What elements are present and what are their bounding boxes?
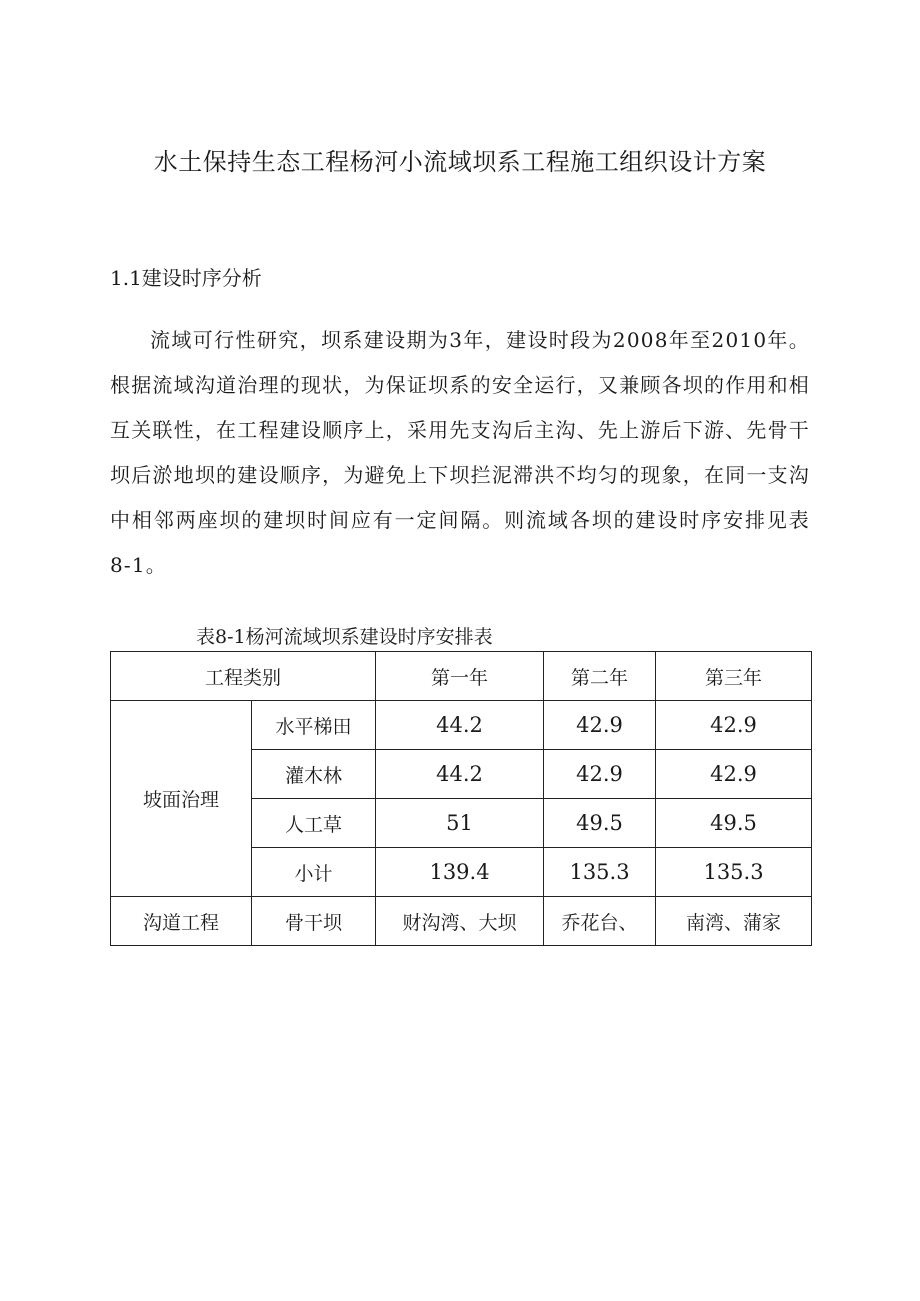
header-year-1: 第一年 <box>376 652 544 701</box>
cell-year-3: 42.9 <box>656 750 812 799</box>
cell-year-2: 42.9 <box>544 750 656 799</box>
header-year-3: 第三年 <box>656 652 812 701</box>
page-title: 水土保持生态工程杨河小流域坝系工程施工组织设计方案 <box>153 148 767 176</box>
cell-year-2: 49.5 <box>544 799 656 848</box>
cell-year-2: 乔花台、 <box>544 897 656 946</box>
cell-year-2: 135.3 <box>544 848 656 897</box>
group-slope-treatment: 坡面治理 <box>111 701 252 897</box>
section-heading: 1.1建设时序分析 <box>110 266 262 290</box>
cell-year-1: 财沟湾、大坝 <box>376 897 544 946</box>
cell-year-3: 49.5 <box>656 799 812 848</box>
header-year-2: 第二年 <box>544 652 656 701</box>
header-category: 工程类别 <box>111 652 376 701</box>
body-paragraph: 流域可行性研究，坝系建设期为3年，建设时段为2008年至2010年。根据流域沟道治理的现状，为保证坝系的安全运行，又兼顾各坝的作用和相互关联性，在工程建设顺序上，采用先支沟后主沟、先上游后下游、先骨干坝后淤地坝的建设顺序，为避免上下坝拦泥滞洪不均匀的现象，在同一支沟中相邻两座坝的建坝时间应有一定间隔。则流域各坝的建设时序安排见表8-1。 <box>110 328 810 577</box>
row-item-label: 水平梯田 <box>252 701 376 750</box>
cell-year-2: 42.9 <box>544 701 656 750</box>
table-row <box>111 701 812 750</box>
cell-year-3: 南湾、蒲家 <box>656 897 812 946</box>
cell-year-3: 42.9 <box>656 701 812 750</box>
cell-year-3: 135.3 <box>656 848 812 897</box>
cell-year-1: 139.4 <box>376 848 544 897</box>
cell-year-1: 44.2 <box>376 750 544 799</box>
table-row <box>111 897 812 946</box>
group-gully-engineering: 沟道工程 <box>111 897 252 946</box>
row-item-label: 骨干坝 <box>252 897 376 946</box>
cell-year-1: 51 <box>376 799 544 848</box>
construction-schedule-table <box>110 651 812 946</box>
row-item-label: 灌木林 <box>252 750 376 799</box>
table-header-row <box>111 652 812 701</box>
row-item-label: 小计 <box>252 848 376 897</box>
cell-year-1: 44.2 <box>376 701 544 750</box>
row-item-label: 人工草 <box>252 799 376 848</box>
table-caption: 表8-1杨河流域坝系建设时序安排表 <box>196 626 493 648</box>
